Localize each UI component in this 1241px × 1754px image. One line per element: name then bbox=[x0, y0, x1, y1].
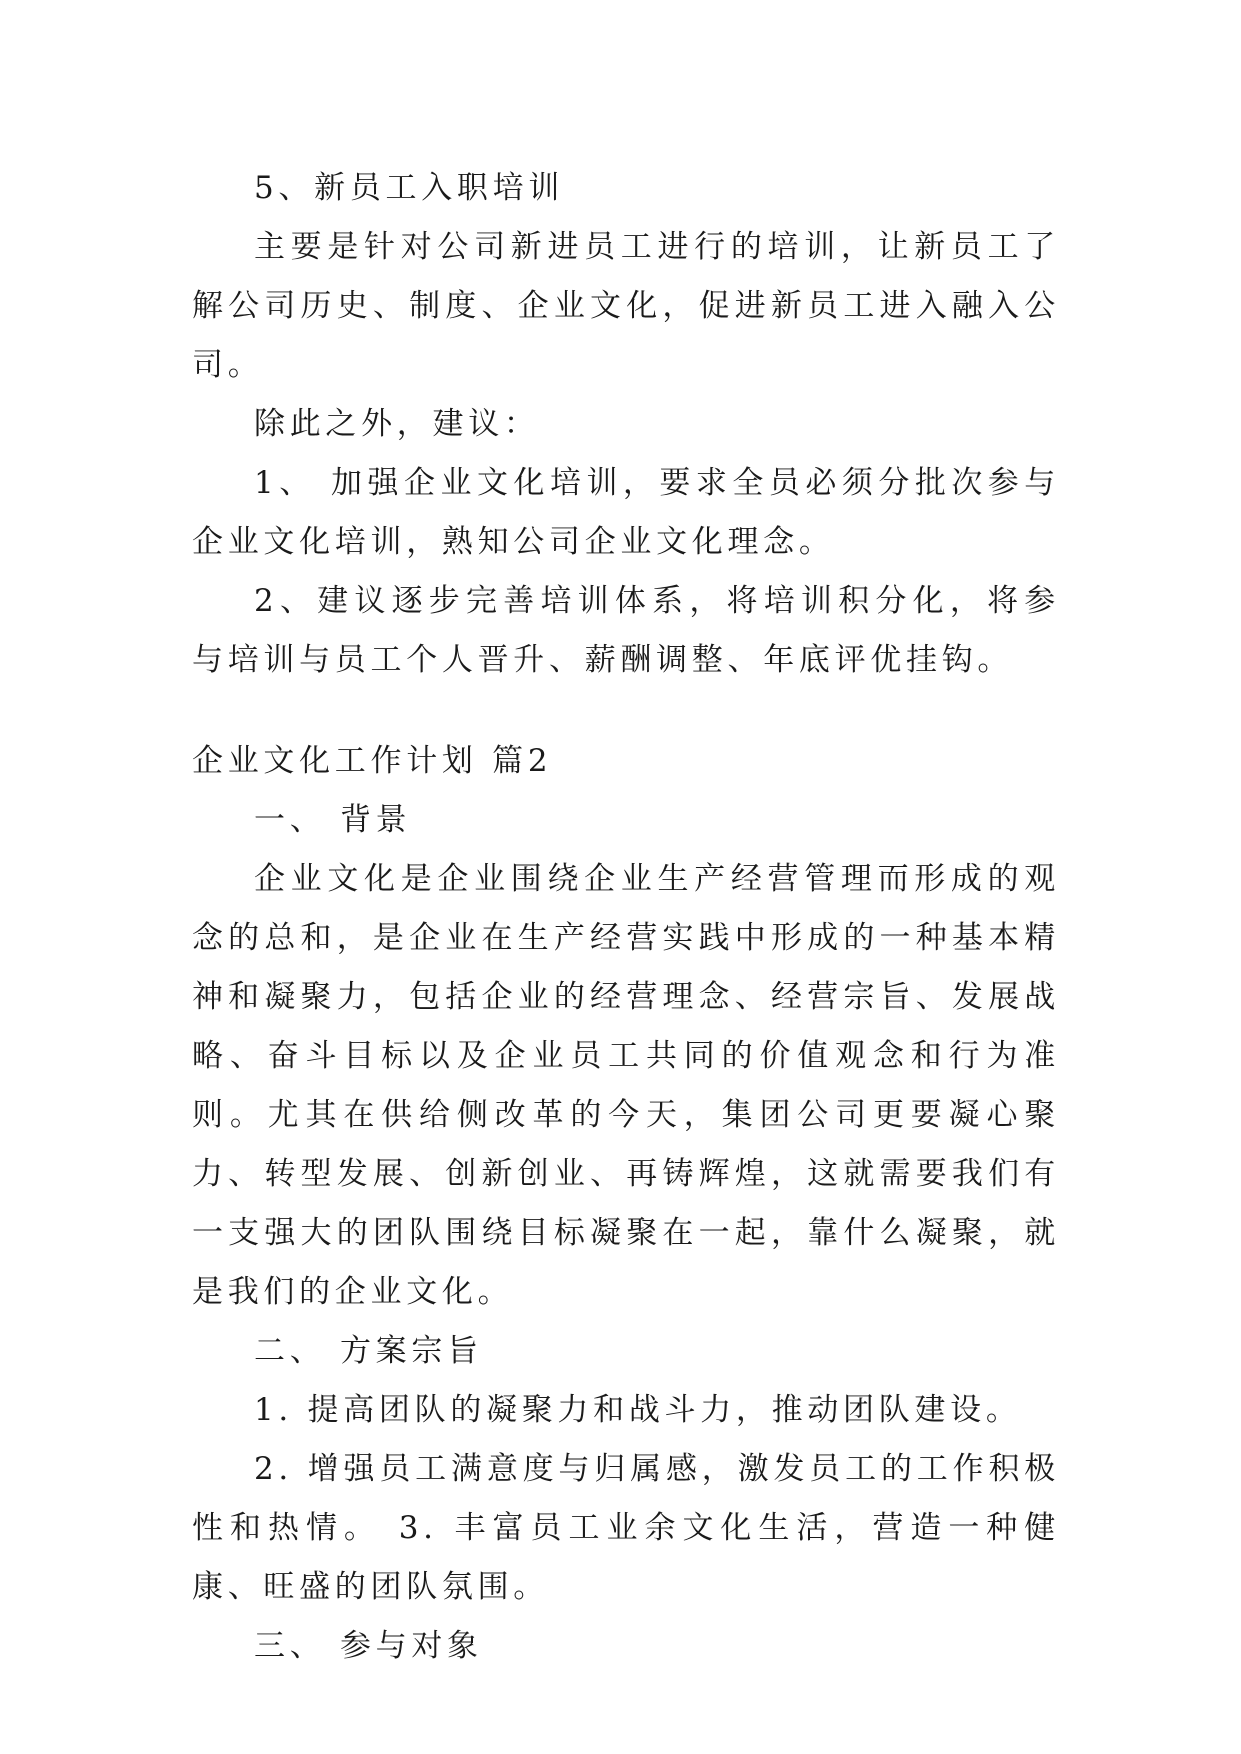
section-heading-participants: 三、 参与对象 bbox=[254, 1628, 483, 1664]
document-title: 企业文化工作计划 篇2 bbox=[192, 743, 553, 779]
purpose-item-2-3: 2. 增强员工满意度与归属感，激发员工的工作积极性和热情。 3. 丰富员工业余文化生活，营造一种健康、旺盛的团队氛围。 bbox=[192, 1451, 1060, 1605]
purpose-item-1: 1. 提高团队的凝聚力和战斗力，推动团队建设。 bbox=[254, 1392, 1022, 1428]
item5-heading: 5、新员工入职培训 bbox=[254, 170, 565, 206]
document-page bbox=[192, 159, 1060, 1676]
suggestion-2: 2、建议逐步完善培训体系，将培训积分化，将参与培训与员工个人晋升、薪酬调整、年底评优挂钩。 bbox=[192, 583, 1060, 678]
item5-body: 主要是针对公司新进员工进行的培训，让新员工了解公司历史、制度、企业文化，促进新员工进入融入公司。 bbox=[192, 229, 1060, 383]
section-gap bbox=[192, 690, 1060, 732]
suggestion-intro: 除此之外，建议： bbox=[254, 406, 540, 442]
suggestion-1: 1、 加强企业文化培训，要求全员必须分批次参与企业文化培训，熟知公司企业文化理念。 bbox=[192, 465, 1060, 560]
section-body-background: 企业文化是企业围绕企业生产经营管理而形成的观念的总和，是企业在生产经营实践中形成的一种基本精神和凝聚力，包括企业的经营理念、经营宗旨、发展战略、奋斗目标以及企业员工共同的价值观念和行为准则。尤其在供给侧改革的今天，集团公司更要凝心聚力、转型发展、创新创业、再铸辉煌，这就需要我们有一支强大的团队围绕目标凝聚在一起，靠什么凝聚，就是我们的企业文化。 bbox=[192, 861, 1060, 1310]
section-heading-background: 一、 背景 bbox=[254, 802, 412, 838]
section-heading-purpose: 二、 方案宗旨 bbox=[254, 1333, 483, 1369]
